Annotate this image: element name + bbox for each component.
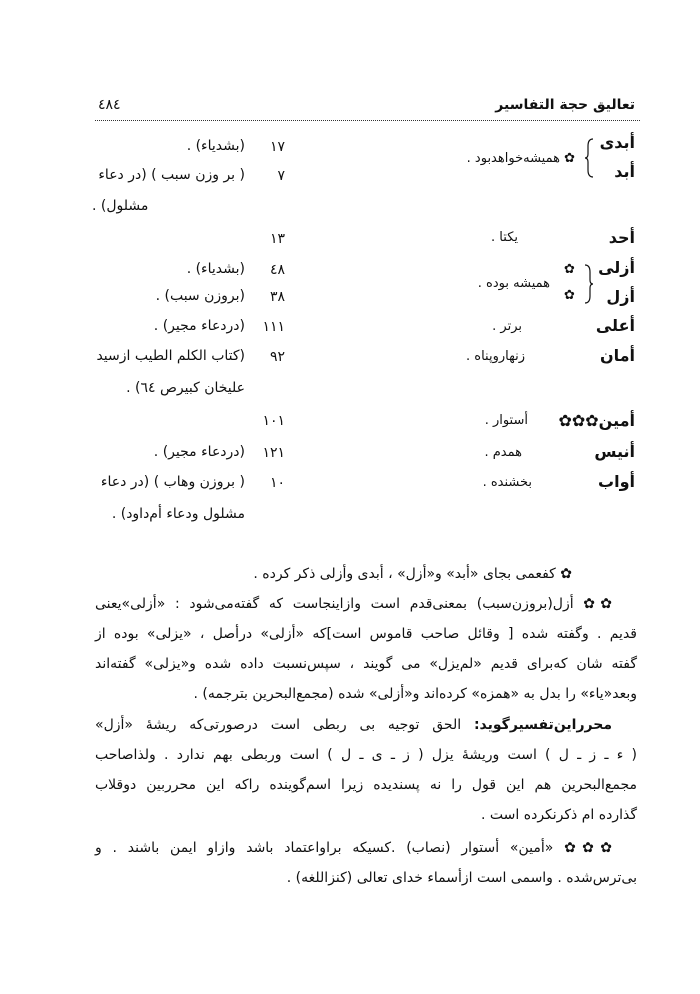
headword: أعلی — [595, 316, 635, 335]
ref-note: ( بروزن وهاب ) (در دعاء — [100, 474, 245, 490]
author-note-text: الحق توجیه بی ربطی است درصورتی‌که ریشهٔ «أزل» — [95, 717, 474, 733]
footnote-line: وبعد«یاء» را بدل به «همزه» کرده‌اند و«أزلی» شده (مجمع‌البحرین بترجمه) . — [193, 686, 637, 702]
footnote-line: ✿✿✿ «أمین» أستوار (نصاب) .کسیکه براواعتماد باشد وازاو ایمن باشند . و — [95, 840, 612, 856]
headword: أبد — [614, 162, 635, 181]
headword: أزل — [606, 287, 635, 306]
footnote-line: گفته شان که‌برای قدیم «لم‌یزل» می گویند ، سپس‌نسبت داده شده و«یزلی» گفته‌اند — [95, 656, 637, 672]
ref-note: (بشدیاء) . — [186, 138, 245, 154]
headword: أواب — [598, 472, 635, 491]
meaning: أستوار . — [484, 413, 528, 428]
headword: أمین✿✿✿ — [558, 411, 635, 430]
asterisk-icon: ✿ — [564, 262, 575, 277]
ref-note-continued: مشلول ودعاء أم‌داود) . — [111, 506, 245, 522]
headword: أبدی — [599, 133, 635, 152]
running-title: تعالیق حجة التفاسیر — [495, 97, 635, 113]
ref-number: ١٠ — [269, 475, 285, 491]
footnote-line: ✿ کفعمی بجای «أبد» و«أزل» ، أبدی وأزلی ذکر کرده . — [253, 566, 572, 582]
meaning: یکتا . — [491, 230, 518, 245]
meaning: ✿ همیشه‌خواهدبود . — [466, 151, 575, 166]
brace-icon — [584, 264, 594, 304]
ref-number: ٩٢ — [269, 349, 285, 365]
ref-number: ١٠١ — [262, 413, 285, 429]
headword: أزلی — [598, 258, 635, 277]
header-divider — [95, 120, 640, 121]
footnote-line: قدیم . وگفته شده [ وقائل صاحب قاموس است]که «أزلی» درأصل ، «یزلی» بوده از — [95, 626, 637, 642]
headword: أنیس — [594, 442, 635, 461]
meaning: همدم . — [484, 445, 522, 460]
ref-note: (کتاب الکلم الطیب ازسید — [96, 348, 245, 364]
ref-note-continued: مشلول) . — [92, 198, 149, 214]
ref-number: ٣٨ — [269, 289, 285, 305]
ref-note: (بروزن سبب) . — [155, 288, 245, 304]
author-note-lead: محرراین‌تفسیرگوید: — [473, 717, 612, 733]
ref-number: ١٧ — [269, 139, 285, 155]
page-number: ٤٨٤ — [98, 97, 121, 113]
footnote-line: ✿✿ أزل(بروزن‌سبب) بمعنی‌قدم است وازاینجاست که گفته‌می‌شود : «أزلی»یعنی — [95, 596, 612, 612]
ref-note: ( بر وزن سبب ) (در دعاء — [98, 167, 245, 183]
brace-icon — [584, 138, 594, 178]
meaning: برتر . — [492, 319, 522, 334]
ref-note: (دردعاء مجیر) . — [153, 444, 245, 460]
footnote-line: گذارده ام ذکرنکرده است . — [481, 807, 637, 823]
footnote-line: مجمع‌البحرین هم این قول را نه پسندیده زیرا اسم‌گوینده راکه این محرربین دوقلاب — [95, 777, 637, 793]
meaning: همیشه بوده . — [477, 276, 550, 291]
ref-note: (بشدیاء) . — [186, 261, 245, 277]
footnote-line: بی‌ترس‌شده . واسمی است ازأسماء خدای تعالی (کنزاللغه) . — [286, 870, 637, 886]
footnote-line: ( ء ـ ز ـ ل ) است وریشهٔ یزل ( ز ـ ی ـ ل ) است وربطی بهم ندارد . ولذاصاحب — [95, 747, 637, 763]
ref-number: ١١١ — [262, 319, 285, 335]
ref-note-continued: علیخان کبیرص ٦٤) . — [126, 380, 245, 396]
ref-number: ٧ — [277, 168, 285, 184]
footnote-line — [95, 717, 637, 733]
ref-note: (دردعاء مجیر) . — [153, 318, 245, 334]
meaning: بخشنده . — [482, 475, 532, 490]
meaning: زنهاروپناه . — [466, 349, 525, 364]
headword: أمان — [599, 346, 635, 365]
ref-number: ١٢١ — [262, 445, 285, 461]
asterisk-icon: ✿ — [564, 288, 575, 303]
ref-number: ١٣ — [269, 231, 285, 247]
ref-number: ٤٨ — [269, 262, 285, 278]
headword: أحد — [608, 228, 635, 247]
